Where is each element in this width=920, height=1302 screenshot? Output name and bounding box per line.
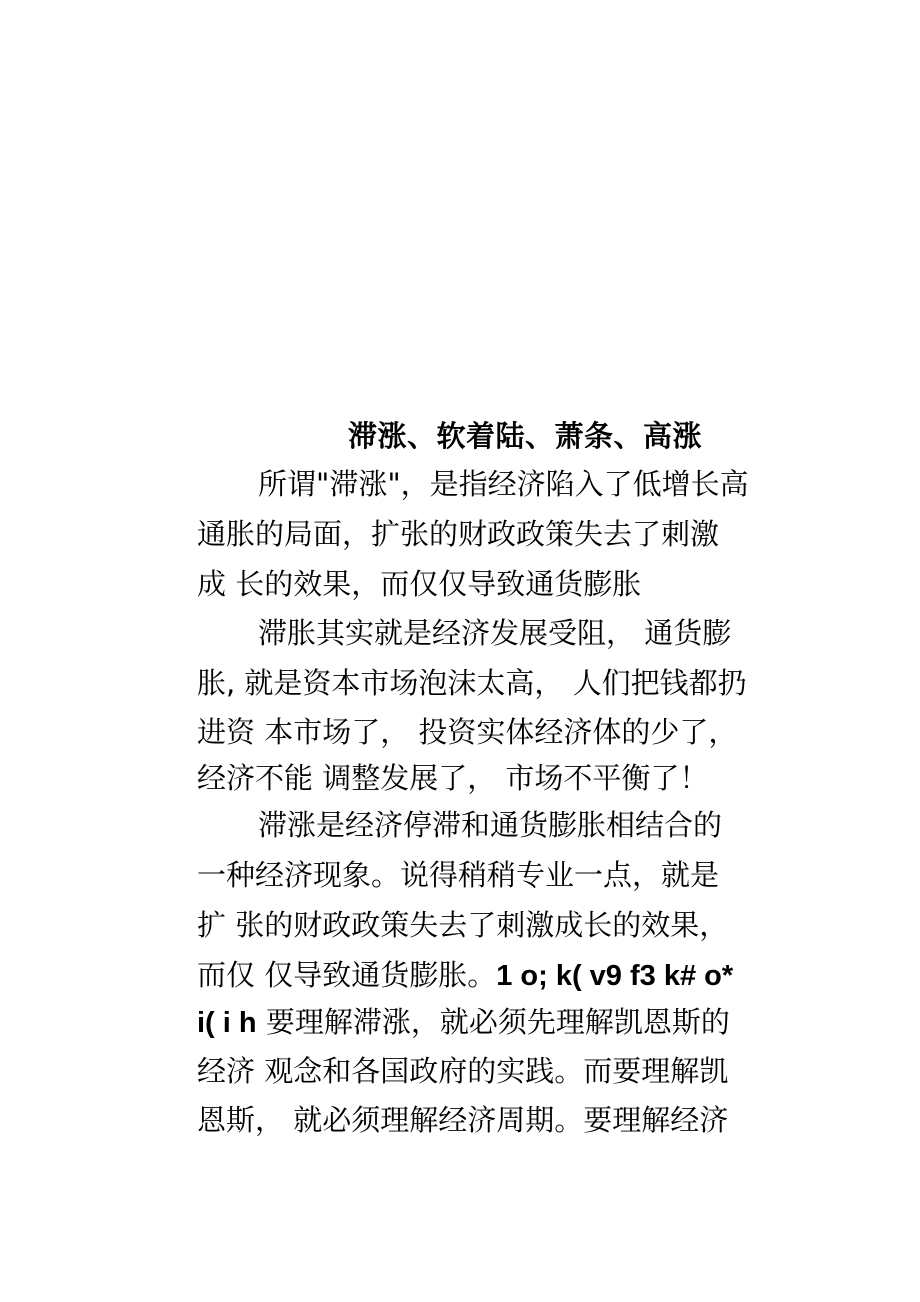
paragraph-line: 通胀的局面，扩张的财政政策失去了刺激 — [197, 517, 720, 551]
paragraph-line: 一种经济现象。说得稍稍专业一点，就是 — [197, 858, 720, 892]
document-title: 滞涨、软着陆、萧条、高涨 — [348, 419, 703, 453]
paragraph-line: 经济不能 调整发展了， 市场不平衡了！ — [197, 761, 709, 795]
paragraph-line: 恩斯， 就必须理解经济周期。要理解经济 — [197, 1103, 729, 1137]
paragraph-line: 所谓"滞涨"，是指经济陷入了低增长高 — [258, 467, 749, 501]
paragraph-line: 胀, 就是资本市场泡沫太高， 人们把钱都扔 — [197, 666, 747, 700]
garbled-text: 1 o; k( v9 f3 k# o* — [496, 960, 734, 992]
paragraph-line: 进资 本市场了， 投资实体经济体的少了， — [197, 715, 738, 749]
paragraph-line: 成 长的效果，而仅仅导致通货膨胀 — [197, 567, 642, 601]
paragraph-line — [197, 1000, 730, 1045]
paragraph-line: 扩 张的财政政策失去了刺激成长的效果， — [197, 908, 729, 942]
paragraph-line: 经济 观念和各国政府的实践。而要理解凯 — [197, 1054, 729, 1088]
paragraph-line — [197, 953, 733, 998]
paragraph-line: 滞胀其实就是经济发展受阻， 通货膨 — [258, 616, 732, 650]
garbled-text: i( i h — [197, 1007, 257, 1039]
paragraph-text: 而仅 仅导致通货膨胀。 — [197, 958, 497, 992]
paragraph-text: 要理解滞涨，就必须先理解凯恩斯的 — [256, 1005, 730, 1039]
paragraph-line: 滞涨是经济停滞和通货膨胀相结合的 — [258, 808, 723, 842]
